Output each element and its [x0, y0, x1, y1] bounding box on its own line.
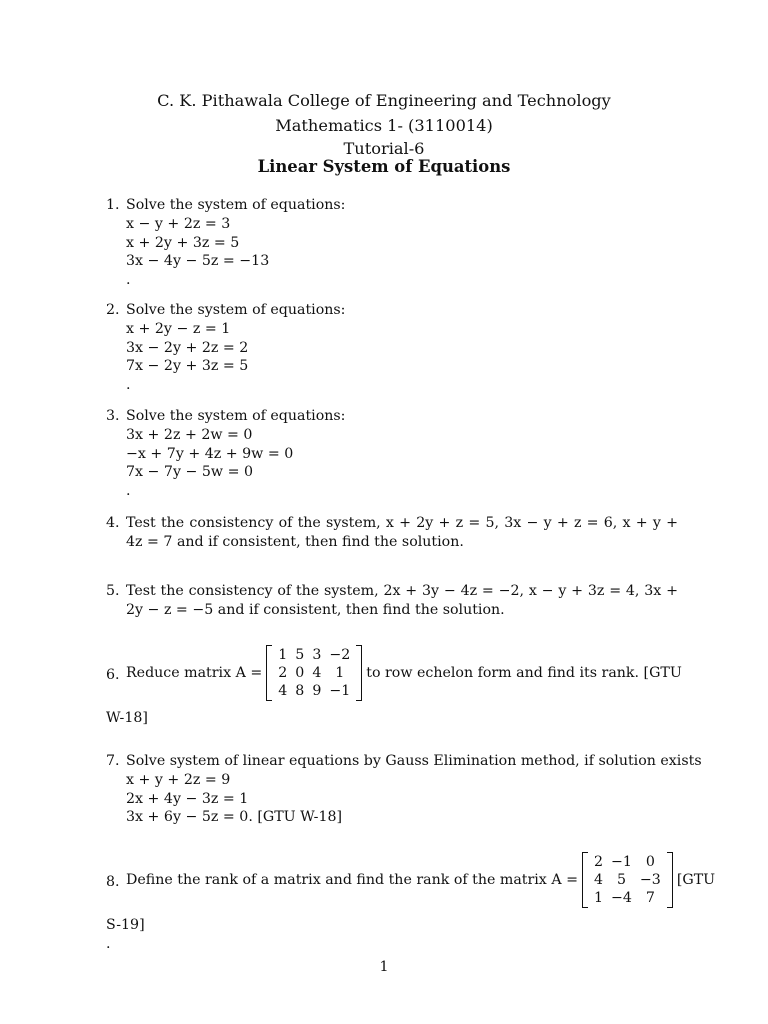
matrix-cell: 2 [593, 854, 603, 870]
equation: x − y + 2z = 3 [126, 215, 231, 232]
equation: 7x − 7y − 5w = 0 [126, 464, 253, 481]
matrix-cell: 9 [312, 683, 322, 699]
question-text-post: to row echelon form and find its rank. [GTU [366, 664, 682, 681]
equation: 7x − 2y + 3z = 5 [126, 358, 249, 375]
equation: 3x − 2y + 2z = 2 [126, 339, 249, 356]
equation: 3x + 2z + 2w = 0 [126, 426, 253, 443]
question-text: Solve system of linear equations by Gauss Elimination method, if solution exists [126, 753, 702, 769]
question-text-cont: S-19] [106, 917, 145, 933]
question-number: 1. [106, 197, 120, 213]
question-6 [106, 645, 682, 728]
course-title: Mathematics 1- (3110014) [275, 116, 493, 135]
question-number: 8. [106, 874, 120, 890]
matrix-line [126, 645, 682, 701]
question-number: 7. [106, 753, 120, 769]
trailing-dot: . [126, 377, 131, 394]
equation: 2x + 4y − 3z = 1 [126, 790, 249, 807]
matrix-cell: −1 [329, 683, 351, 699]
question-5 [106, 582, 678, 620]
matrix-cell: −3 [639, 872, 661, 888]
matrix-cell: 7 [645, 890, 655, 906]
matrix-a [582, 852, 673, 908]
question-8 [106, 852, 716, 954]
matrix-cell: 0 [295, 665, 305, 681]
question-text-pre: Define the rank of a matrix and find the rank of the matrix A = [126, 871, 578, 888]
question-number: 3. [106, 408, 120, 424]
question-text-post: [GTU [676, 871, 716, 888]
question-text-cont: W-18] [106, 710, 148, 726]
matrix-cell: 8 [295, 683, 305, 699]
question-text: Test the consistency of the system, x + 2y + z = 5, 3x − y + z = 6, x + y + 4z = 7 and if consistent, then find the solution. [126, 515, 678, 550]
matrix-cell: 3 [312, 647, 322, 663]
equation: −x + 7y + 4z + 9w = 0 [126, 445, 294, 462]
trailing-dot: . [106, 935, 111, 952]
matrix-cell: 1 [335, 665, 345, 681]
equation: 3x + 6y − 5z = 0. [GTU W-18] [126, 809, 343, 826]
page-number: 1 [379, 959, 389, 975]
question-7 [106, 752, 702, 827]
matrix-cell: 5 [616, 872, 626, 888]
matrix-cell: −4 [611, 890, 632, 906]
matrix-cell: −1 [611, 854, 632, 870]
matrix-cell: 1 [593, 890, 603, 906]
matrix-cell: 4 [312, 665, 322, 681]
question-number: 2. [106, 302, 120, 318]
matrix-cell: 1 [278, 647, 288, 663]
matrix-cell: 4 [278, 683, 288, 699]
question-3 [106, 407, 678, 501]
question-text: Test the consistency of the system, 2x + 3y − 4z = −2, x − y + 3z = 4, 3x + 2y − z = −5 and if consistent, then find the solution. [126, 583, 678, 618]
question-text: Solve the system of equations: [126, 408, 346, 424]
question-number: 4. [106, 515, 120, 531]
matrix-line [126, 852, 716, 908]
tutorial-number: Tutorial-6 [343, 139, 425, 158]
equation: 3x − 4y − 5z = −13 [126, 253, 270, 270]
trailing-dot: . [126, 483, 131, 500]
matrix-cell: 0 [645, 854, 655, 870]
trailing-dot: . [126, 272, 131, 289]
topic-title: Linear System of Equations [257, 157, 511, 176]
matrix-cell: 2 [278, 665, 288, 681]
question-2 [106, 301, 678, 395]
question-1 [106, 196, 678, 290]
matrix-a [266, 645, 362, 701]
question-text: Solve the system of equations: [126, 197, 346, 213]
equation: x + y + 2z = 9 [126, 771, 231, 788]
question-number: 6. [106, 667, 120, 683]
question-4 [106, 514, 678, 552]
matrix-cell: 5 [295, 647, 305, 663]
college-name: C. K. Pithawala College of Engineering and Technology [157, 91, 611, 110]
question-text-pre: Reduce matrix A = [126, 664, 263, 681]
equation: x + 2y − z = 1 [126, 320, 231, 337]
question-number: 5. [106, 583, 120, 599]
matrix-cell: 4 [593, 872, 603, 888]
equation: x + 2y + 3z = 5 [126, 234, 240, 251]
matrix-cell: −2 [329, 647, 351, 663]
question-text: Solve the system of equations: [126, 302, 346, 318]
